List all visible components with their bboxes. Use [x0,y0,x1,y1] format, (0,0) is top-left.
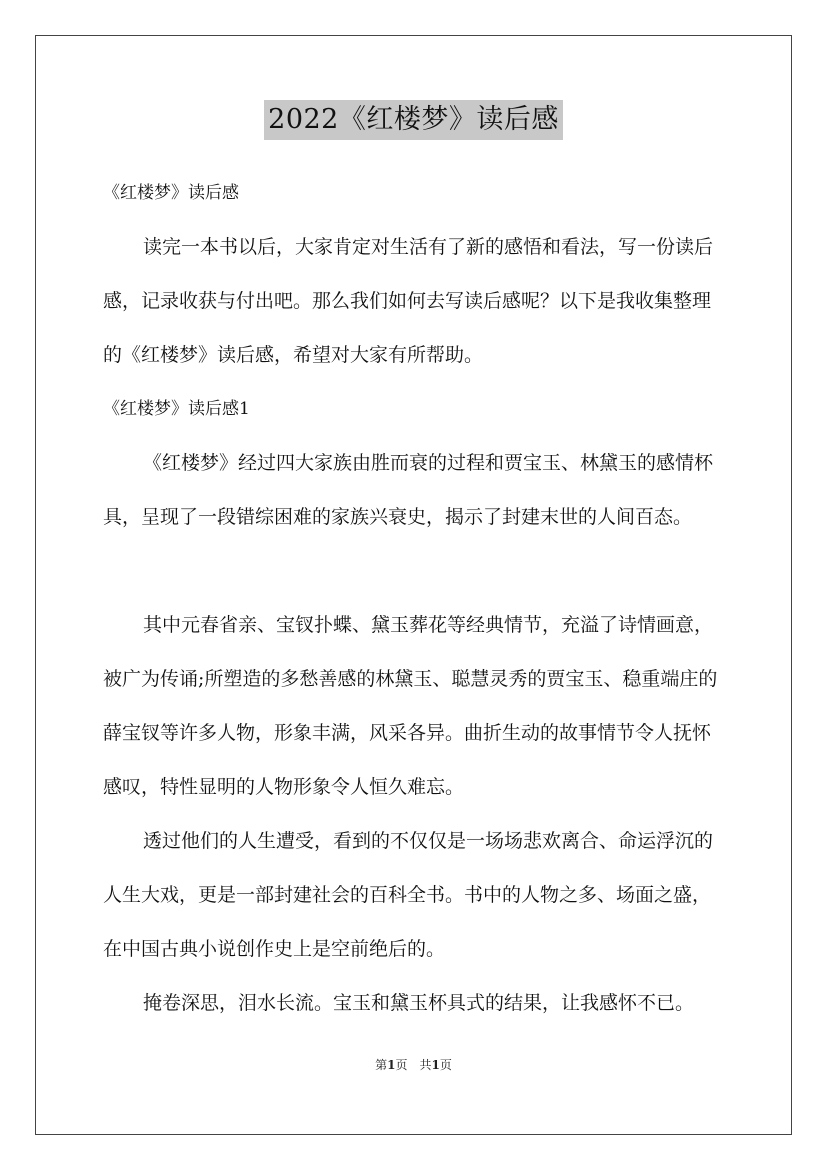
title-container [0,100,827,140]
footer-page-total: 1 [431,1058,440,1072]
footer-prefix: 第 [375,1058,388,1072]
page-footer [0,1056,827,1073]
section-heading: 《红楼梦》读后感1 [103,399,250,419]
footer-suffix: 页 [439,1058,452,1072]
body-paragraph-3: 透过他们的人生遭受，看到的不仅仅是一场场悲欢离合、命运浮沉的人生大戏，更是一部封建社会的百科全书。书中的人物之多、场面之盛，在中国古典小说创作史上是空前绝后的。 [103,830,714,960]
footer-mid: 页 共 [395,1058,432,1072]
intro-paragraph: 读完一本书以后，大家肯定对生活有了新的感悟和看法，写一份读后感，记录收获与付出吧。那么我们如何去写读后感呢？以下是我收集整理的《红楼梦》读后感，希望对大家有所帮助。 [103,236,714,366]
document-title: 2022《红楼梦》读后感 [264,100,563,140]
footer-page-current: 1 [387,1058,396,1072]
body-paragraph-4: 掩卷深思，泪水长流。宝玉和黛玉杯具式的结果，让我感怀不已。 [143,992,695,1014]
document-subtitle: 《红楼梦》读后感 [103,183,239,203]
body-paragraph-1: 《红楼梦》经过四大家族由胜而衰的过程和贾宝玉、林黛玉的感情杯具，呈现了一段错综困难的家族兴衰史，揭示了封建末世的人间百态。 [103,452,714,528]
body-paragraph-2: 其中元春省亲、宝钗扑蝶、黛玉葬花等经典情节，充溢了诗情画意，被广为传诵;所塑造的多愁善感的林黛玉、聪慧灵秀的贾宝玉、稳重端庄的薛宝钗等许多人物，形象丰满，风采各异。曲折生动的故事情节令人抚怀感叹，特性显明的人物形象令人恒久难忘。 [103,614,718,798]
